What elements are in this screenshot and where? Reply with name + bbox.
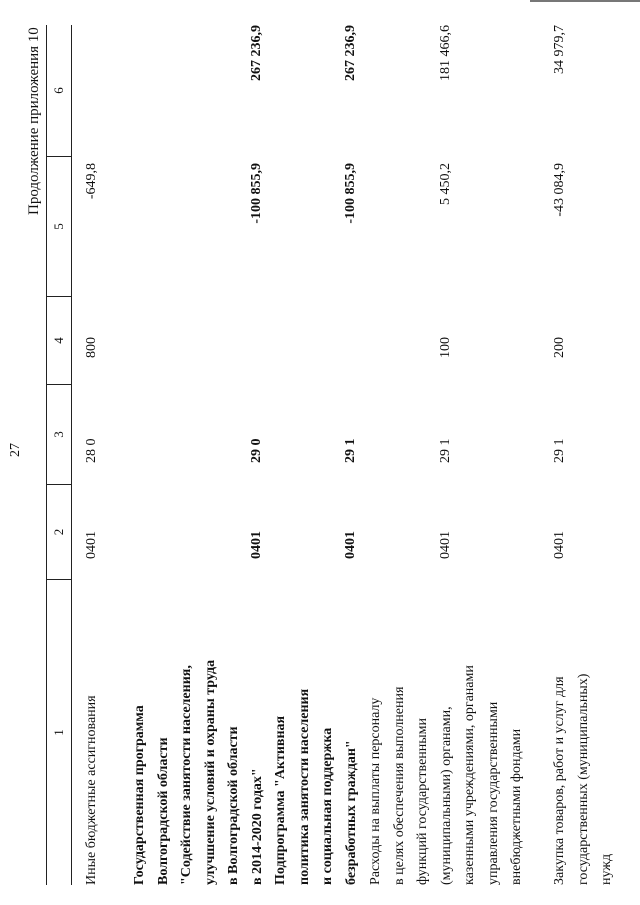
expense-type: 100: [438, 337, 453, 358]
column-header-3: 3: [47, 384, 71, 484]
column-header-4: 4: [47, 296, 71, 384]
amount-col5: -100 855,9: [343, 163, 358, 224]
amount-col6: 181 466,6: [438, 25, 453, 81]
section-code: 0401: [438, 531, 453, 559]
column-header-2: 2: [47, 484, 71, 579]
section-code: 0401: [552, 531, 567, 559]
row-name: Расходы на выплаты персоналу в целях обеспечения выполнения функций государственными (муниципальными) органами, казенными учреждениями, органами управления государственными внебюджетными фондами: [368, 665, 524, 885]
amount-col5: 5 450,2: [438, 163, 453, 205]
section-code: 0401: [249, 531, 264, 559]
amount-col5: -43 084,9: [552, 163, 567, 217]
amount-col6: 267 236,9: [343, 25, 358, 81]
column-header-1: 1: [47, 579, 71, 885]
target-article: 28 0: [84, 438, 99, 463]
amount-col6: 34 979,7: [552, 25, 567, 74]
amount-col5: -649,8: [84, 163, 99, 200]
target-article: 29 0: [249, 438, 264, 463]
column-header-5: 5: [47, 156, 71, 296]
column-header-6: 6: [51, 87, 66, 94]
section-code: 0401: [343, 531, 358, 559]
target-article: 29 1: [343, 438, 358, 463]
continuation-label: Продолжение приложения 10: [26, 27, 42, 215]
amount-col6: 267 236,9: [249, 25, 264, 81]
target-article: 29 1: [438, 438, 453, 463]
row-name: Государственная программа Волгоградской области "Содействие занятости населения, улучшение условий и охраны труда в Волгоградской области в 2014-2020 годах": [132, 659, 265, 885]
expense-type: 800: [84, 337, 99, 358]
row-name: Закупка товаров, работ и услуг для государственных (муниципальных) нужд: [552, 673, 614, 885]
page-number: 27: [8, 443, 23, 457]
amount-col5: -100 855,9: [249, 163, 264, 224]
expense-type: 200: [552, 337, 567, 358]
row-name: Подпрограмма "Активная политика занятости населения и социальная поддержка безработных граждан": [273, 688, 359, 885]
section-code: 0401: [84, 531, 99, 559]
target-article: 29 1: [552, 438, 567, 463]
row-name: Иные бюджетные ассигнования: [84, 695, 99, 885]
table-header: [46, 25, 72, 885]
